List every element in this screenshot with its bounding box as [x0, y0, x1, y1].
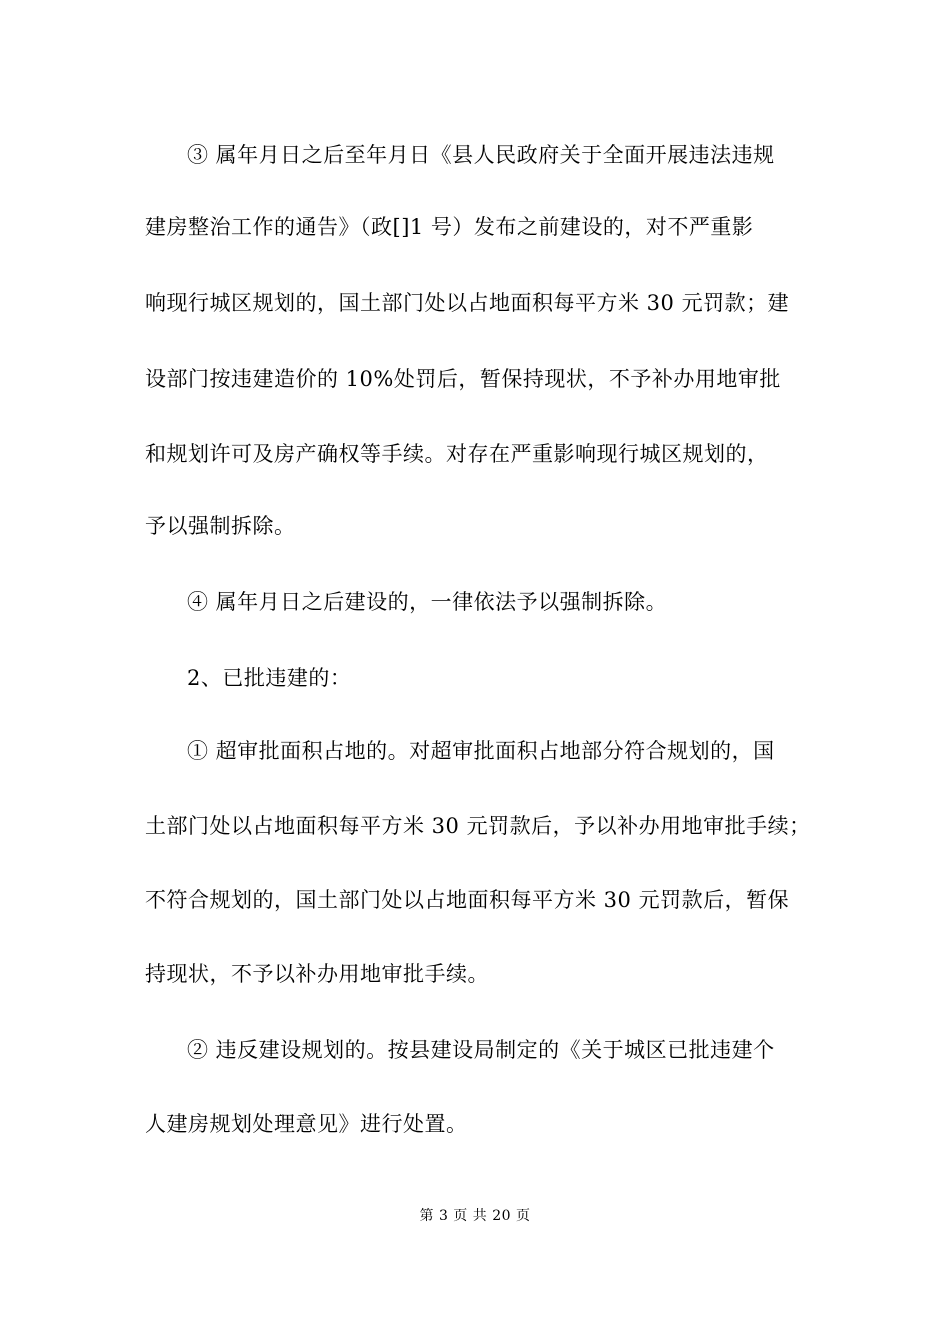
paragraph-1-line-3: 响现行城区规划的，国土部门处以占地面积每平方米 30 元罚款；建: [145, 291, 790, 315]
paragraph-1-line-4: 设部门按违建造价的 10%处罚后，暂保持现状，不予补办用地审批: [145, 367, 781, 391]
page-footer: [0, 1206, 950, 1226]
paragraph-5-line-2: 人建房规划处理意见》进行处置。: [145, 1112, 468, 1136]
paragraph-4-line-3: 不符合规划的，国土部门处以占地面积每平方米 30 元罚款后，暂保: [145, 888, 790, 912]
paragraph-4-line-4: 持现状，不予以补办用地审批手续。: [145, 962, 489, 986]
paragraph-1-line-5: 和规划许可及房产确权等手续。对存在严重影响现行城区规划的，: [145, 442, 769, 466]
paragraph-2-line-1: ④ 属年月日之后建设的，一律依法予以强制拆除。: [187, 590, 668, 614]
paragraph-3-line-1: 2、已批违建的：: [187, 666, 352, 690]
paragraph-1-line-6: 予以强制拆除。: [145, 514, 296, 538]
paragraph-4-line-2: 土部门处以占地面积每平方米 30 元罚款后，予以补办用地审批手续；: [145, 814, 811, 838]
page-number-label: 第 3 页 共 20 页: [419, 1208, 531, 1224]
paragraph-1-line-2: 建房整治工作的通告》（政[]1 号）发布之前建设的，对不严重影: [145, 215, 754, 239]
paragraph-5-line-1: ② 违反建设规划的。按县建设局制定的《关于城区已批违建个: [187, 1038, 775, 1062]
paragraph-1-line-1: ③ 属年月日之后至年月日《县人民政府关于全面开展违法违规: [187, 143, 775, 167]
paragraph-4-line-1: ① 超审批面积占地的。对超审批面积占地部分符合规划的，国: [187, 739, 775, 763]
